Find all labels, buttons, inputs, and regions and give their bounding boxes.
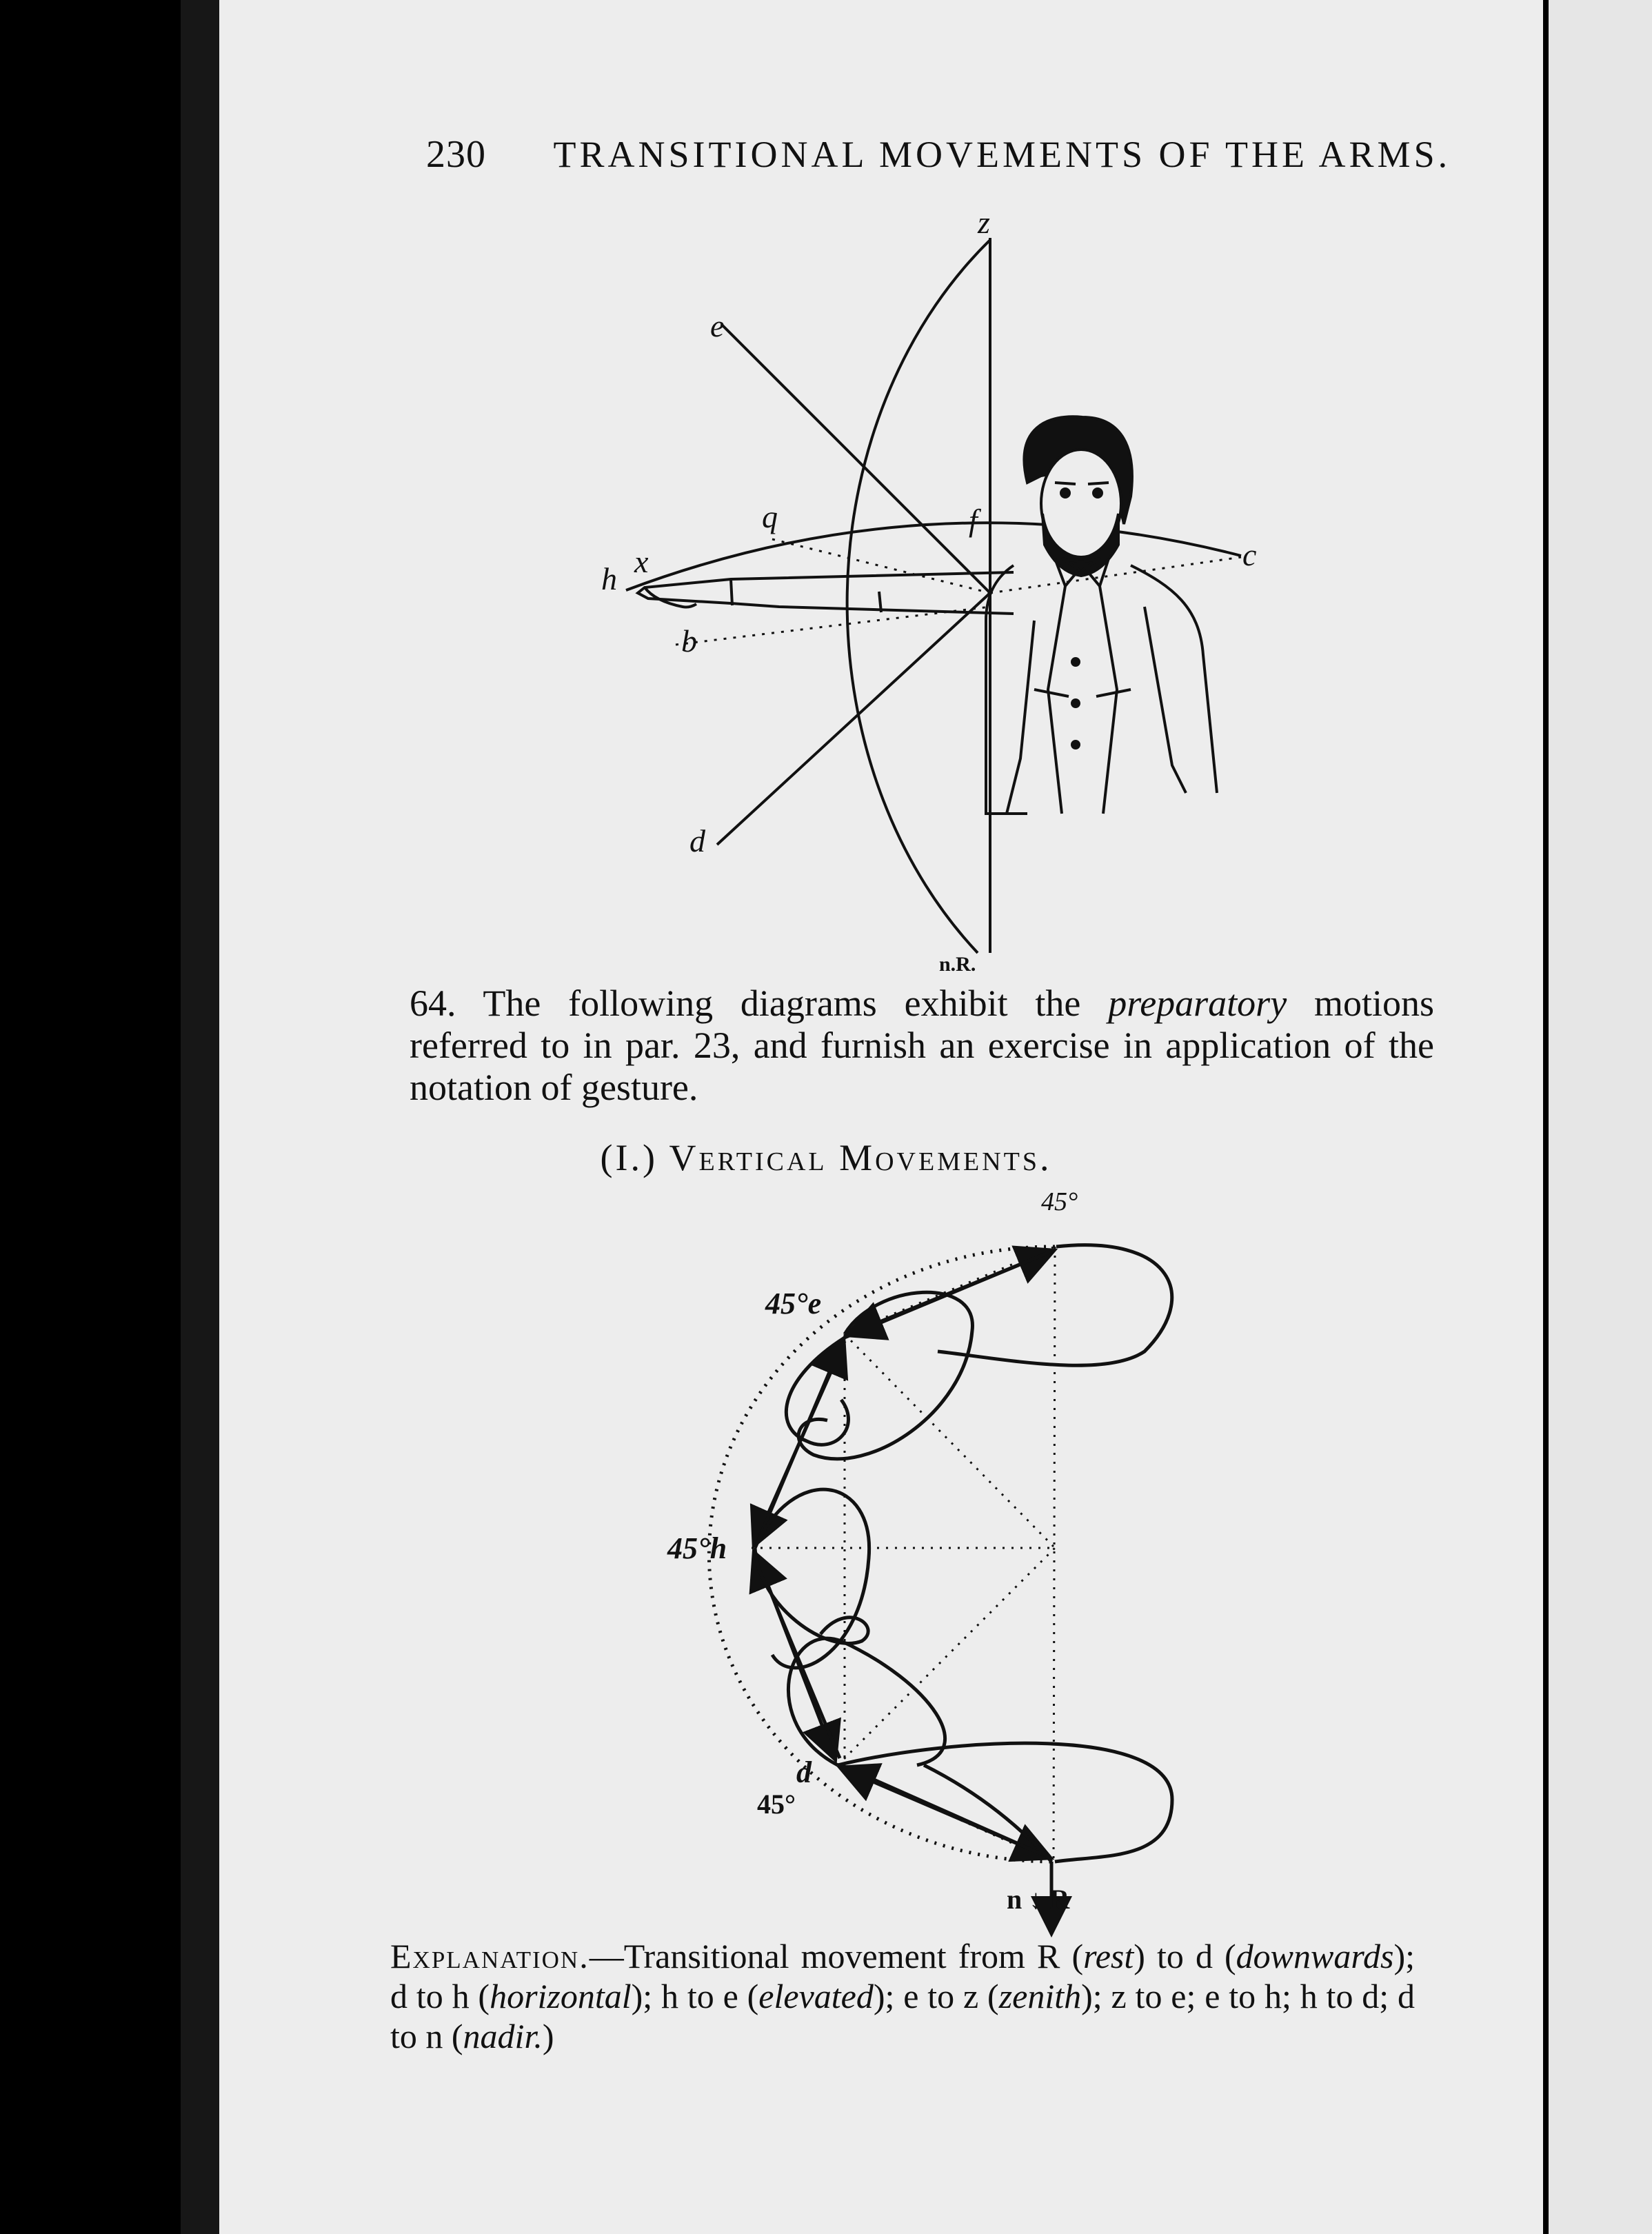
dotted-semicircle [709, 1247, 1055, 1862]
label-d-angle: 45° [757, 1789, 796, 1820]
page-number: 230 [426, 133, 486, 176]
label-f: f [969, 503, 978, 538]
term-nadir: nadir. [463, 2017, 543, 2055]
label-top-angle: 45° [1041, 1187, 1078, 1216]
label-n-R: n ↓ R [1007, 1884, 1070, 1915]
label-z: z [978, 205, 990, 240]
dotted-axis [1054, 1247, 1055, 1862]
label-h: h [601, 561, 617, 596]
explanation-dash: — [589, 1937, 624, 1975]
label-c: c [1242, 537, 1257, 572]
label-45e: 45°e [765, 1287, 822, 1320]
paragraph-number: 64. [410, 983, 456, 1024]
explanation-part: ); e to z ( [873, 1977, 999, 2015]
explanation-part: ) [542, 2017, 554, 2055]
label-e: e [710, 308, 725, 343]
explanation-part: ); z to e; e to h; h to d; d to n ( [390, 1977, 1416, 2055]
explanation-text [390, 1936, 1415, 2056]
explanation-part: ) to d ( [1134, 1937, 1236, 1975]
term-elevated: elevated [758, 1977, 874, 2015]
explanation-part: Transitional movement from R ( [623, 1937, 1084, 1975]
transition-arrows [755, 1251, 1051, 1931]
label-d: d [796, 1755, 812, 1789]
section-heading: (I.) Vertical Movements. [600, 1137, 1052, 1178]
loop-curves [755, 1245, 1172, 1862]
paragraph-text-b: motions referred to in par. 23, and furnish an exercise in application of the notation of gesture. [410, 983, 1435, 1108]
term-rest: rest [1083, 1937, 1134, 1975]
explanation-lead: Explanation. [390, 1937, 590, 1975]
label-b: b [681, 623, 697, 658]
term-downwards: downwards [1236, 1937, 1394, 1975]
label-q: q [762, 499, 778, 534]
term-zenith: zenith [998, 1977, 1082, 2015]
label-x: x [634, 544, 649, 579]
label-45h: 45°h [667, 1531, 727, 1565]
paragraph-text-a: The following diagrams exhibit the [483, 983, 1081, 1024]
explanation-part: ); h to e ( [631, 1977, 759, 2015]
term-horizontal: horizontal [490, 1977, 632, 2015]
label-d: d [689, 823, 705, 858]
label-nR: n.R. [939, 953, 976, 976]
explanation-part: ); d to h ( [390, 1937, 1415, 2015]
running-title: TRANSITIONAL MOVEMENTS OF THE ARMS. [553, 134, 1451, 175]
paragraph-italic: preparatory [1108, 983, 1287, 1024]
